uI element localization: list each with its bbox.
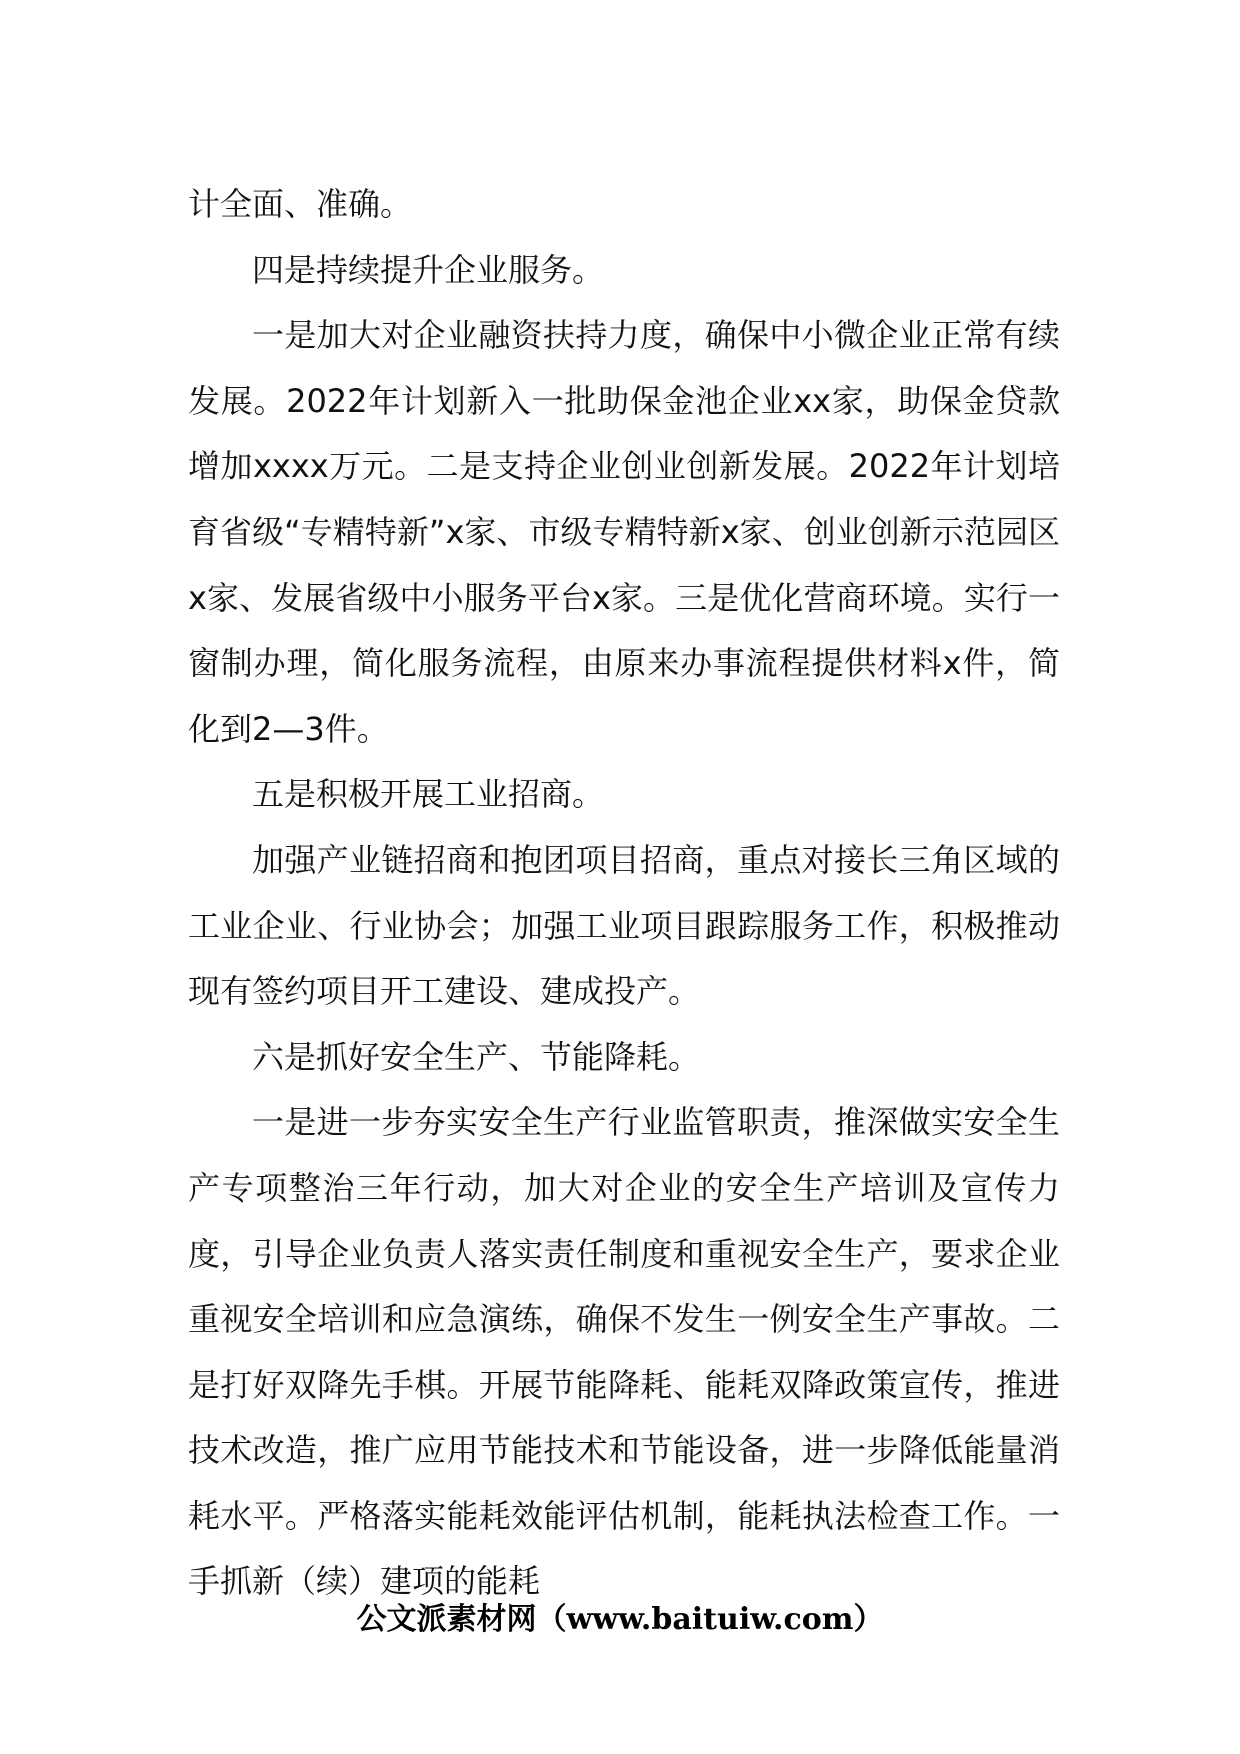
paragraph-safety-energy: 一是进一步夯实安全生产行业监管职责，推深做实安全生产专项整治三年行动，加大对企业的安全生产培训及宣传力度，引导企业负责人落实责任制度和重视安全生产，要求企业重视安全培训和应急演练，确保不发生一例安全生产事故。二是打好双降先手棋。开展节能降耗、能耗双降政策宣传，推进技术改造，推广应用节能技术和节能设备，进一步降低能量消耗水平。严格落实能耗效能评估机制，能耗执法检查工作。一手抓新（续）建项的能耗 <box>188 1103 1060 1601</box>
paragraph-enterprise-service: 一是加大对企业融资扶持力度，确保中小微企业正常有续发展。2022年计划新入一批助保金池企业xx家，助保金贷款增加xxxx万元。二是支持企业创业创新发展。2022年计划培育省级“专精特新”x家、市级专精特新x家、创业创新示范园区x家、发展省级中小服务平台x家。三是优化营商环境。实行一窗制办理，简化服务流程，由原来办事流程提供材料x件，简化到2—3件。 <box>188 316 1060 748</box>
section-heading-4: 四是持续提升企业服务。 <box>252 250 605 289</box>
paragraph-investment-attraction: 加强产业链招商和抱团项目招商，重点对接长三角区域的工业企业、行业协会；加强工业项目跟踪服务工作，积极推动现有签约项目开工建设、建成投产。 <box>188 840 1060 1011</box>
section-heading-5: 五是积极开展工业招商。 <box>252 775 605 814</box>
document-body <box>188 172 1060 1615</box>
footer-watermark: 公文派素材网（www.baituiw.com） <box>356 1602 884 1637</box>
section-heading-6: 六是抓好安全生产、节能降耗。 <box>252 1037 701 1076</box>
paragraph-continuation: 计全面、准确。 <box>188 185 413 223</box>
